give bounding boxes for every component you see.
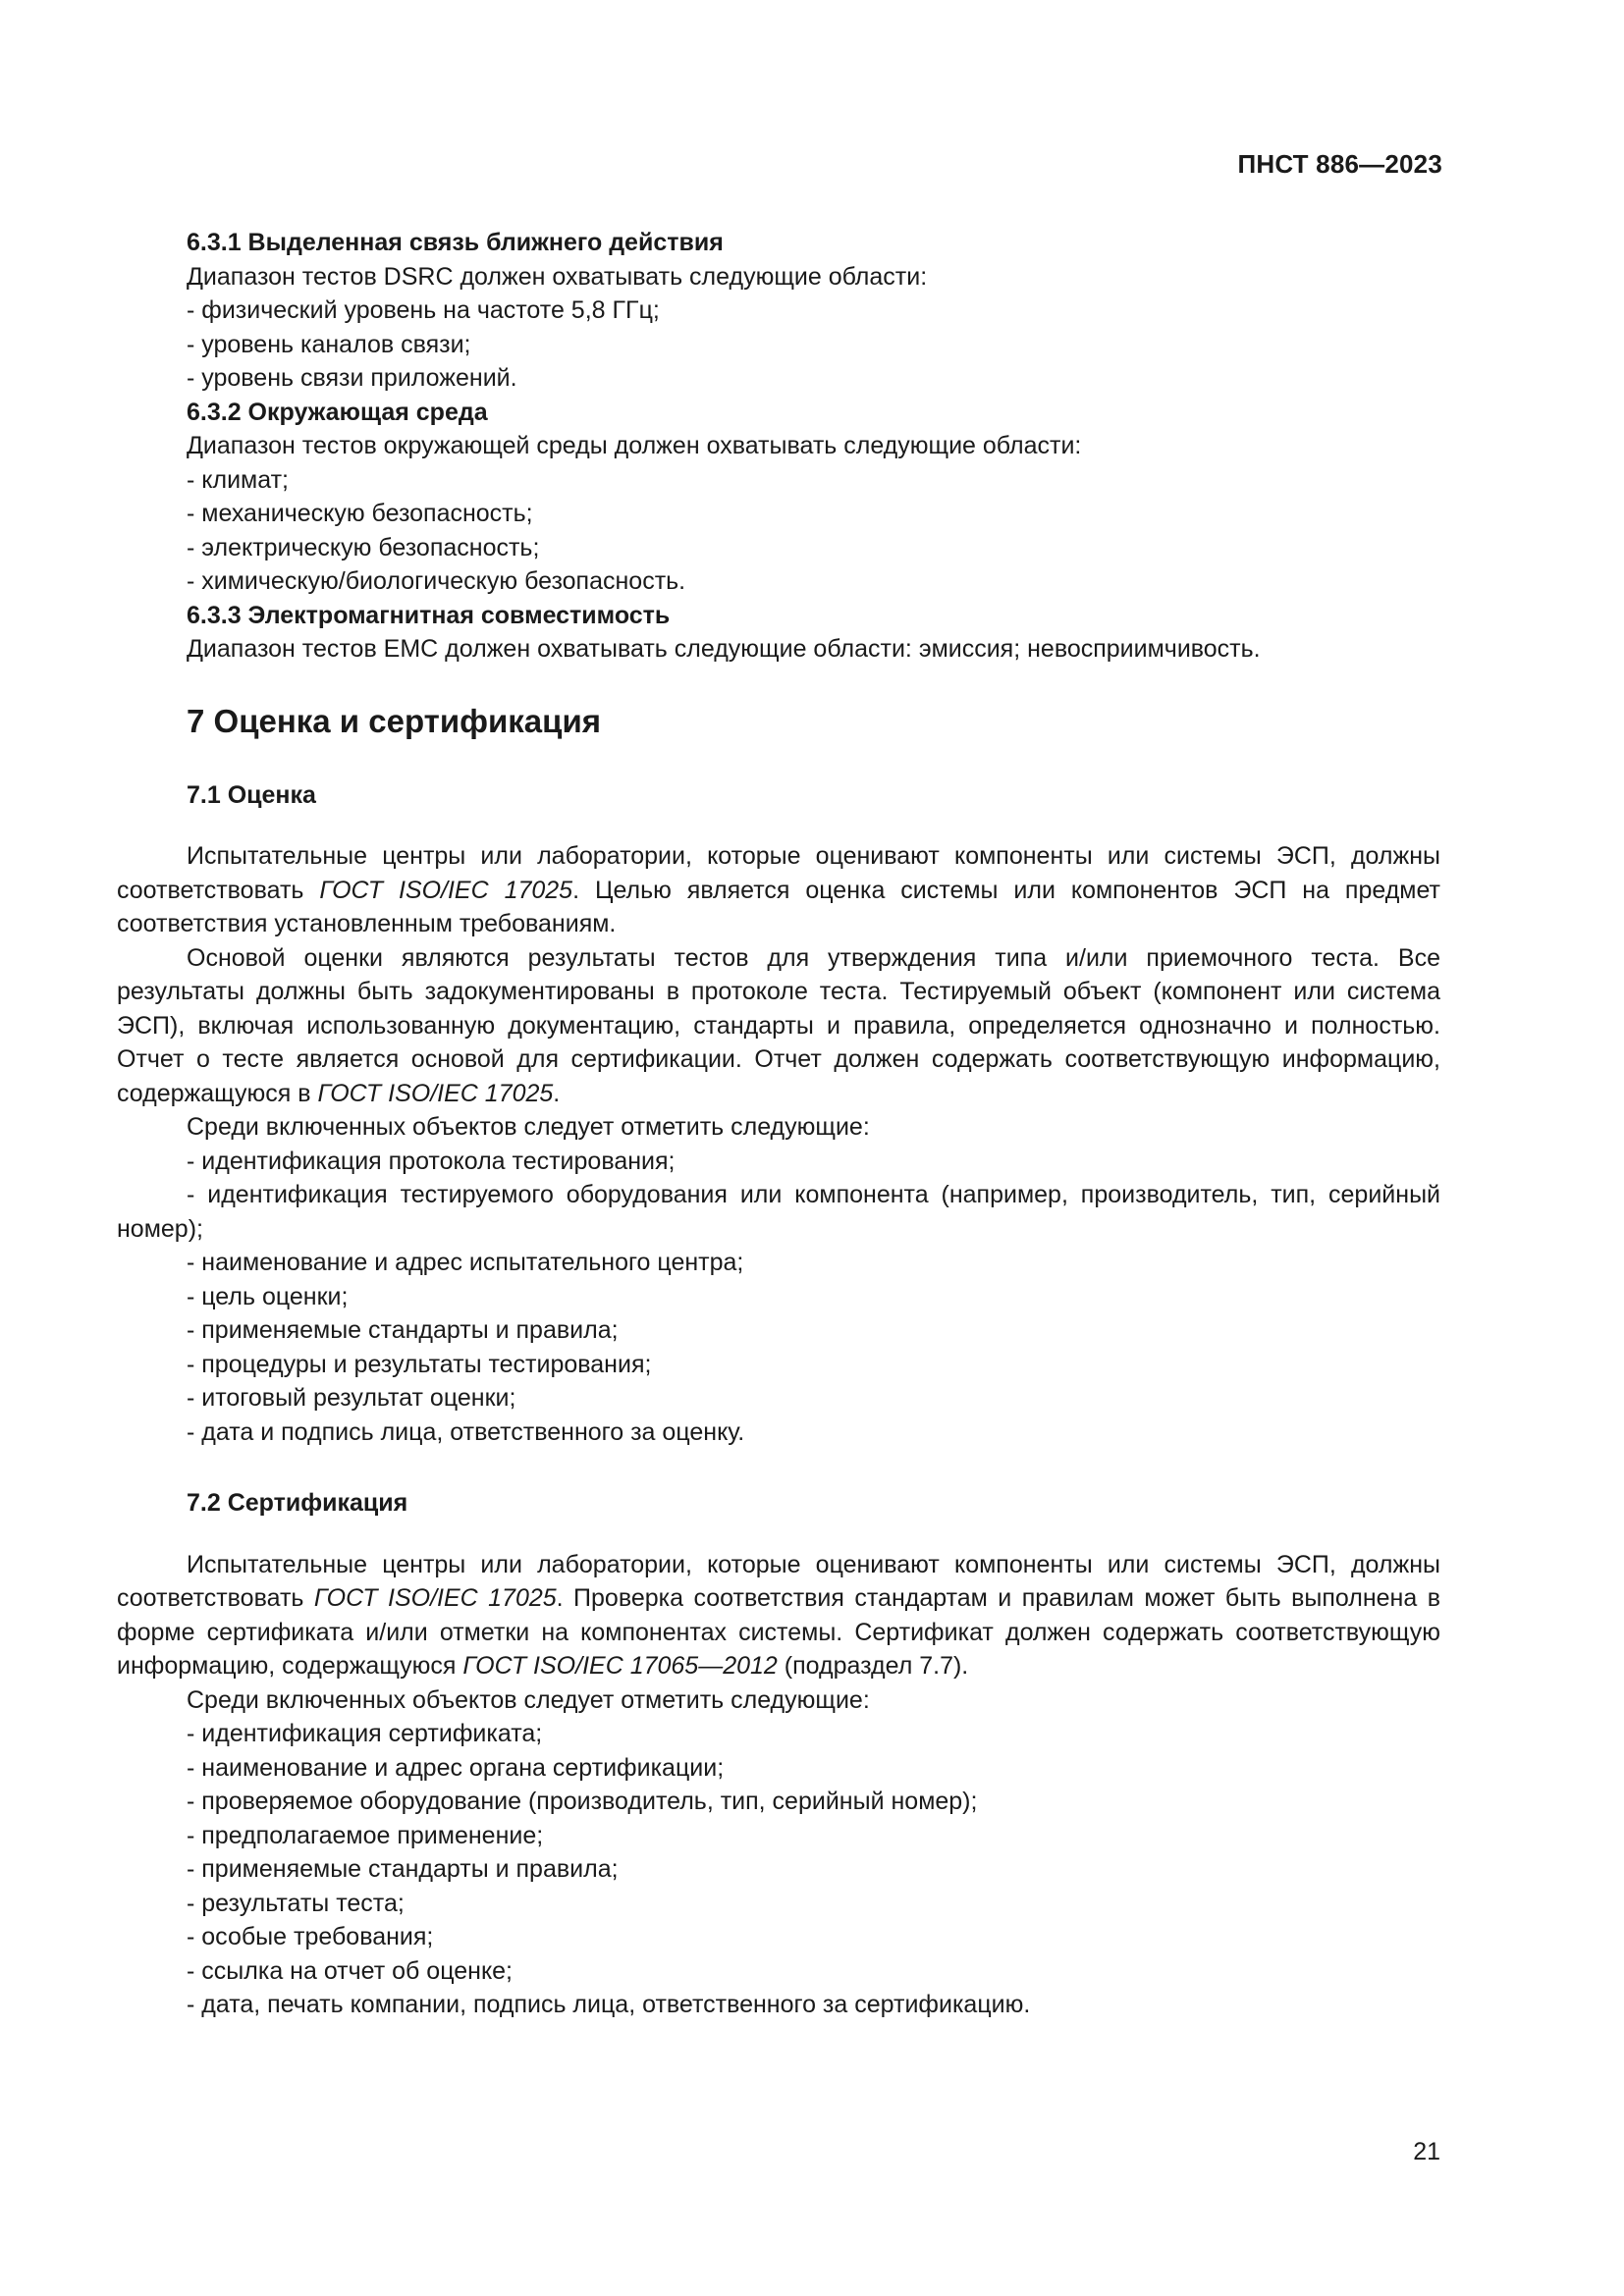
- subsection-6-3-2-intro: Диапазон тестов окружающей среды должен охватывать следующие области:: [187, 432, 1082, 459]
- list-item: - применяемые стандарты и правила;: [187, 1855, 619, 1883]
- page-content: [117, 226, 1440, 2022]
- paragraph: Испытательные центры или лаборатории, которые оценивают компоненты или системы ЭСП, должны соответствовать ГОСТ ISO/IEC 17025. Целью является оценка системы или компонентов ЭСП на предмет соответствия установленным требованиям.: [117, 842, 1440, 937]
- list-item: - химическую/биологическую безопасность.: [187, 567, 686, 595]
- standard-reference: ГОСТ ISO/IEC 17025: [319, 876, 573, 904]
- header-document-code: ПНСТ 886—2023: [1237, 149, 1442, 179]
- subsection-7-1-body: [117, 839, 1440, 1145]
- list-item: - предполагаемое применение;: [187, 1821, 544, 1849]
- list-item: - уровень связи приложений.: [187, 364, 517, 392]
- list-item: - идентификация сертификата;: [187, 1720, 543, 1747]
- list-item: - особые требования;: [187, 1923, 434, 1950]
- list-item: - применяемые стандарты и правила;: [187, 1316, 619, 1344]
- list-item: - ссылка на отчет об оценке;: [187, 1956, 514, 1985]
- subsection-7-1-title: 7.1 Оценка: [187, 780, 316, 809]
- subsection-6-3-3-intro: Диапазон тестов EMC должен охватывать следующие области: эмиссия; невосприимчивость.: [187, 635, 1261, 663]
- subsection-6-3-2-title: 6.3.2 Окружающая среда: [187, 398, 488, 426]
- list-item: - механическую безопасность;: [187, 500, 533, 527]
- list-item: - дата и подпись лица, ответственного за оценку.: [187, 1417, 745, 1446]
- standard-reference: ГОСТ ISO/IEC 17025: [317, 1079, 554, 1107]
- subsection-6-3-3-title: 6.3.3 Электромагнитная совместимость: [187, 601, 671, 629]
- list-item: - цель оценки;: [187, 1282, 349, 1310]
- list-item: - результаты теста;: [187, 1889, 405, 1917]
- paragraph: Основой оценки являются результаты тестов для утверждения типа и/или приемочного теста. Все результаты должны быть задокументированы в протоколе теста. Тестируемый объект (компонент или система ЭСП), включая использованную документацию, стандарты и правила, определяется однозначно и полностью. Отчет о тесте является основой для сертификации. Отчет должен содержать соответствующую информацию, содержащуюся в ГОСТ ISO/IEC 17025.: [117, 943, 1440, 1107]
- list-item: - проверяемое оборудование (производитель, тип, серийный номер);: [187, 1788, 978, 1815]
- list-item: - идентификация протокола тестирования;: [187, 1147, 676, 1175]
- list-item: - дата, печать компании, подпись лица, ответственного за сертификацию.: [187, 1991, 1031, 2018]
- paragraph: Испытательные центры или лаборатории, которые оценивают компоненты или системы ЭСП, должны соответствовать ГОСТ ISO/IEC 17025. Проверка соответствия стандартам и правилам может быть выполнена в форме сертификата и/или отметки на компонентах системы. Сертификат должен содержать соответствующую информацию, содержащуюся ГОСТ ISO/IEC 17065—2012 (подраздел 7.7).: [117, 1550, 1440, 1680]
- list-item: - наименование и адрес испытательного центра;: [187, 1249, 744, 1276]
- paragraph: Среди включенных объектов следует отметить следующие:: [187, 1113, 870, 1141]
- subsection-7-2-title: 7.2 Сертификация: [187, 1489, 408, 1517]
- standard-reference: ГОСТ ISO/IEC 17025: [313, 1584, 557, 1612]
- paragraph: Среди включенных объектов следует отметить следующие:: [187, 1685, 870, 1714]
- subsection-7-2-body: [117, 1548, 1440, 1718]
- subsection-6-3-1-intro: Диапазон тестов DSRC должен охватывать следующие области:: [187, 262, 928, 291]
- subsection-6-3-1-title: 6.3.1 Выделенная связь ближнего действия: [187, 229, 724, 256]
- list-item: - наименование и адрес органа сертификации;: [187, 1753, 725, 1782]
- list-item: - идентификация тестируемого оборудования или компонента (например, производитель, тип, серийный номер);: [117, 1181, 1440, 1243]
- page-number: 21: [1413, 2138, 1440, 2165]
- list-item: - физический уровень на частоте 5,8 ГГц;: [187, 296, 660, 324]
- section-7-title: 7 Оценка и сертификация: [187, 702, 601, 739]
- list-item: - уровень каналов связи;: [187, 330, 471, 358]
- list-item: - климат;: [187, 465, 289, 494]
- standard-reference: ГОСТ ISO/IEC 17065—2012: [462, 1652, 778, 1680]
- list-item: - процедуры и результаты тестирования;: [187, 1350, 652, 1378]
- list-item: - итоговый результат оценки;: [187, 1384, 516, 1412]
- list-item: - электрическую безопасность;: [187, 533, 540, 561]
